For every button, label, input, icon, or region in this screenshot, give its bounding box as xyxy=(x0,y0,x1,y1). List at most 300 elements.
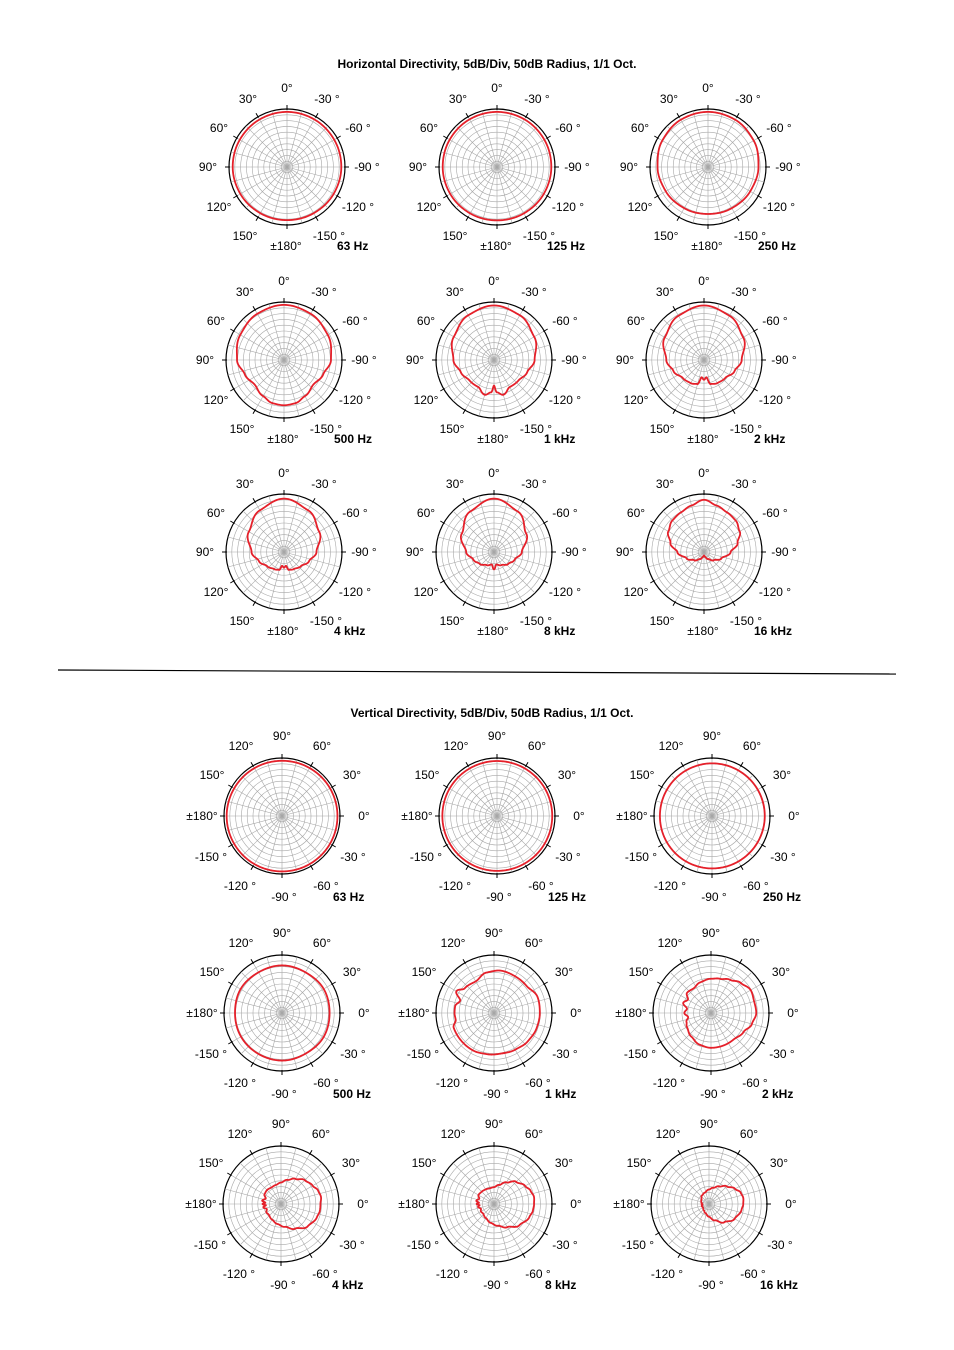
grid-spoke xyxy=(465,310,494,360)
grid-spoke xyxy=(281,1204,337,1219)
grid-spoke xyxy=(497,816,526,866)
angle-label-ll2: -150 ° xyxy=(621,1238,655,1252)
horizontal-500-hz-frequency-label: 500 Hz xyxy=(334,432,373,446)
angle-label-right: 0° xyxy=(358,809,370,823)
angle-label-left: ±180° xyxy=(401,809,433,823)
angle-label-left: 90° xyxy=(405,353,425,367)
angle-label-ll: 150° xyxy=(649,422,675,436)
angle-label-lr2: -120 ° xyxy=(551,200,585,214)
grid-spoke xyxy=(465,1013,494,1063)
angle-label-ul: 30° xyxy=(655,285,675,299)
grid-spoke xyxy=(497,766,526,816)
angle-label-ul2: 60° xyxy=(626,506,646,520)
angle-label-ul: 30° xyxy=(448,92,468,106)
grid-spoke xyxy=(497,816,553,831)
grid-spoke xyxy=(494,1204,550,1219)
grid-spoke xyxy=(255,502,284,552)
vertical-16-khz-frequency-label: 16 kHz xyxy=(760,1278,799,1292)
grid-spoke xyxy=(447,787,497,816)
grid-spoke xyxy=(482,111,497,167)
horizontal-500-hz-polar-plot xyxy=(196,274,377,446)
grid-spoke xyxy=(282,984,332,1013)
angle-label-right: -90 ° xyxy=(771,353,797,367)
horizontal-125-hz-frequency-label: 125 Hz xyxy=(547,239,586,253)
horizontal-1-khz-frequency-label: 1 kHz xyxy=(544,432,576,446)
grid-spoke xyxy=(284,537,340,552)
angle-label-bottom: -90 ° xyxy=(483,1278,509,1292)
angle-label-right: 0° xyxy=(785,1197,797,1211)
angle-label-ur2: -60 ° xyxy=(766,121,792,135)
grid-spoke xyxy=(708,138,758,167)
grid-spoke xyxy=(494,957,509,1013)
grid-spoke xyxy=(465,1204,494,1254)
grid-spoke xyxy=(689,360,704,416)
grid-spoke xyxy=(287,138,337,167)
angle-label-bottom: -90 ° xyxy=(486,890,512,904)
grid-spoke xyxy=(497,760,512,816)
grid-spoke xyxy=(232,787,282,816)
grid-spoke xyxy=(694,1204,709,1260)
grid-spoke xyxy=(494,502,523,552)
angle-label-ul2: 60° xyxy=(209,121,229,135)
grid-spoke xyxy=(696,1013,711,1069)
grid-spoke xyxy=(494,1175,544,1204)
grid-spoke xyxy=(652,152,708,167)
grid-spoke xyxy=(258,167,287,217)
grid-spoke xyxy=(704,345,760,360)
grid-spoke xyxy=(438,1013,494,1028)
angle-label-ul: 120° xyxy=(228,739,254,753)
grid-spoke xyxy=(704,360,733,410)
grid-spoke xyxy=(648,360,704,375)
angle-label-left: ±180° xyxy=(185,1197,217,1211)
grid-spoke xyxy=(232,816,282,845)
angle-label-left: ±180° xyxy=(616,809,648,823)
grid-spoke xyxy=(468,766,497,816)
grid-spoke xyxy=(231,1204,281,1233)
grid-spoke xyxy=(656,816,712,831)
grid-spoke xyxy=(267,760,282,816)
vertical-2-khz-polar-plot xyxy=(615,926,799,1101)
angle-label-lr2: -30 ° xyxy=(555,850,581,864)
angle-label-ur2: 30° xyxy=(554,1156,574,1170)
angle-label-ur: 60° xyxy=(311,1127,331,1141)
grid-spoke xyxy=(711,963,740,1013)
angle-label-lr2: -120 ° xyxy=(758,585,792,599)
grid-spoke xyxy=(255,310,284,360)
grid-spoke xyxy=(441,152,497,167)
grid-spoke xyxy=(231,152,287,167)
angle-label-ll: -120 ° xyxy=(223,879,257,893)
grid-spoke xyxy=(497,111,512,167)
grid-spoke xyxy=(237,138,287,167)
grid-spoke xyxy=(284,552,334,581)
grid-spoke xyxy=(494,345,550,360)
vertical-16-khz-polar-plot xyxy=(613,1117,798,1292)
angle-label-bottom: -90 ° xyxy=(271,1087,297,1101)
grid-spoke xyxy=(281,1204,296,1260)
grid-spoke xyxy=(656,801,712,816)
angle-label-ul: 120° xyxy=(440,1127,466,1141)
angle-label-right: -90 ° xyxy=(354,160,380,174)
angle-label-ur: 60° xyxy=(524,1127,544,1141)
grid-spoke xyxy=(709,1204,738,1254)
grid-spoke xyxy=(675,310,704,360)
angle-label-right: 0° xyxy=(787,1006,799,1020)
angle-label-ur2: 30° xyxy=(769,1156,789,1170)
grid-spoke xyxy=(468,117,497,167)
horizontal-250-hz-frequency-label: 250 Hz xyxy=(758,239,797,253)
angle-label-ll: 150° xyxy=(439,422,465,436)
angle-label-ul: 120° xyxy=(443,739,469,753)
vertical-8-khz-polar-plot xyxy=(398,1117,582,1292)
grid-spoke xyxy=(704,310,733,360)
grid-spoke xyxy=(284,360,334,389)
grid-spoke xyxy=(497,816,512,872)
angle-label-ul2: 60° xyxy=(419,121,439,135)
horizontal-63-hz-frequency-label: 63 Hz xyxy=(337,239,369,253)
grid-spoke xyxy=(465,502,494,552)
grid-spoke xyxy=(228,552,284,567)
grid-spoke xyxy=(287,117,316,167)
angle-label-ul2: 150° xyxy=(198,1156,224,1170)
grid-spoke xyxy=(704,502,733,552)
angle-label-ll2: -150 ° xyxy=(623,1047,657,1061)
grid-spoke xyxy=(282,787,332,816)
angle-label-ll: 150° xyxy=(653,229,679,243)
angle-label-ur: -30 ° xyxy=(311,477,337,491)
angle-label-ur: -30 ° xyxy=(524,92,550,106)
horizontal-4-khz-frequency-label: 4 kHz xyxy=(334,624,366,638)
vertical-63-hz-frequency-label: 63 Hz xyxy=(333,890,365,904)
angle-label-ll2: 120° xyxy=(627,200,653,214)
grid-spoke xyxy=(253,766,282,816)
vertical-500-hz-polar-plot xyxy=(186,926,371,1101)
angle-label-bottom: -90 ° xyxy=(483,1087,509,1101)
angle-label-lr: -60 ° xyxy=(742,1076,768,1090)
grid-spoke xyxy=(709,1175,759,1204)
angle-label-ur: -30 ° xyxy=(735,92,761,106)
angle-label-ll2: 120° xyxy=(413,393,439,407)
vertical-8-khz-frequency-label: 8 kHz xyxy=(545,1278,577,1292)
angle-label-lr: -60 ° xyxy=(525,1267,551,1281)
angle-label-ul: 30° xyxy=(238,92,258,106)
angle-label-bottom: ±180° xyxy=(270,239,302,253)
angle-label-top: 0° xyxy=(491,81,503,95)
angle-label-ur: 60° xyxy=(312,739,332,753)
grid-spoke xyxy=(654,523,704,552)
grid-spoke xyxy=(709,1189,765,1204)
angle-label-ul2: 150° xyxy=(629,768,655,782)
grid-spoke xyxy=(497,167,553,182)
vertical-1-khz-polar-plot xyxy=(398,926,582,1101)
angle-label-ul2: 60° xyxy=(630,121,650,135)
grid-spoke xyxy=(494,1148,509,1204)
horizontal-16-khz-polar-plot xyxy=(616,466,797,638)
angle-label-top: 0° xyxy=(278,274,290,288)
angle-label-right: 0° xyxy=(358,1006,370,1020)
grid-spoke xyxy=(696,957,711,1013)
grid-spoke xyxy=(712,766,741,816)
angle-label-left: 90° xyxy=(408,160,428,174)
angle-label-ll: 150° xyxy=(229,614,255,628)
grid-spoke xyxy=(497,816,547,845)
angle-label-top: 90° xyxy=(271,1117,291,1131)
grid-spoke xyxy=(494,523,544,552)
grid-spoke xyxy=(269,552,284,608)
grid-spoke xyxy=(494,1154,523,1204)
angle-label-right: -90 ° xyxy=(561,353,587,367)
grid-spoke xyxy=(704,304,719,360)
angle-label-ll: -120 ° xyxy=(650,1267,684,1281)
grid-spoke xyxy=(479,552,494,608)
grid-spoke xyxy=(287,167,343,182)
angle-label-lr2: -120 ° xyxy=(338,585,372,599)
grid-spoke xyxy=(253,1013,282,1063)
angle-label-ll2: -150 ° xyxy=(194,850,228,864)
grid-spoke xyxy=(479,360,494,416)
angle-label-bottom: ±180° xyxy=(267,624,299,638)
angle-label-lr2: -30 ° xyxy=(340,1047,366,1061)
grid-spoke xyxy=(655,998,711,1013)
grid-spoke xyxy=(704,552,760,567)
grid-spoke xyxy=(494,984,544,1013)
grid-spoke xyxy=(441,167,497,182)
angle-label-ul2: 60° xyxy=(416,314,436,328)
angle-label-ll2: 120° xyxy=(416,200,442,214)
grid-spoke xyxy=(232,1013,282,1042)
grid-spoke xyxy=(494,1204,523,1254)
grid-spoke xyxy=(479,957,494,1013)
angle-label-ur2: -60 ° xyxy=(342,314,368,328)
angle-label-ur2: 30° xyxy=(772,768,792,782)
angle-label-lr: -60 ° xyxy=(313,1076,339,1090)
horizontal-250-hz-polar-plot xyxy=(620,81,801,253)
angle-label-ur2: 30° xyxy=(342,965,362,979)
grid-spoke xyxy=(438,1189,494,1204)
grid-spoke xyxy=(234,552,284,581)
horizontal-8-khz-polar-plot xyxy=(406,466,587,638)
grid-spoke xyxy=(494,310,523,360)
vertical-250-hz-frequency-label: 250 Hz xyxy=(763,890,802,904)
grid-spoke xyxy=(711,957,726,1013)
grid-spoke xyxy=(708,152,764,167)
angle-label-right: -90 ° xyxy=(561,545,587,559)
horizontal-2-khz-frequency-label: 2 kHz xyxy=(754,432,786,446)
angle-label-ul: 120° xyxy=(227,1127,253,1141)
grid-spoke xyxy=(438,998,494,1013)
grid-spoke xyxy=(447,138,497,167)
angle-label-lr: -150 ° xyxy=(312,229,346,243)
angle-label-ur: 60° xyxy=(527,739,547,753)
angle-label-top: 0° xyxy=(488,466,500,480)
grid-spoke xyxy=(234,360,284,389)
angle-label-lr2: -120 ° xyxy=(338,393,372,407)
grid-spoke xyxy=(693,111,708,167)
angle-label-ul: 120° xyxy=(228,936,254,950)
angle-label-right: 0° xyxy=(788,809,800,823)
grid-spoke xyxy=(712,816,768,831)
grid-spoke xyxy=(234,331,284,360)
grid-spoke xyxy=(284,552,340,567)
grid-spoke xyxy=(284,310,313,360)
angle-label-ll: -120 ° xyxy=(435,1076,469,1090)
grid-spoke xyxy=(689,496,704,552)
angle-label-left: 90° xyxy=(615,353,635,367)
horizontal-1-khz-polar-plot xyxy=(406,274,587,446)
angle-label-lr2: -120 ° xyxy=(762,200,796,214)
grid-spoke xyxy=(709,1148,724,1204)
angle-label-ul: 120° xyxy=(440,936,466,950)
section-divider xyxy=(58,670,896,674)
grid-spoke xyxy=(482,167,497,223)
grid-spoke xyxy=(497,167,512,223)
angle-label-ur2: -60 ° xyxy=(345,121,371,135)
grid-spoke xyxy=(712,816,762,845)
angle-label-ul2: 150° xyxy=(628,965,654,979)
grid-spoke xyxy=(284,360,340,375)
vertical-250-hz-polar-plot xyxy=(616,729,801,904)
grid-spoke xyxy=(284,496,299,552)
grid-spoke xyxy=(704,523,754,552)
grid-spoke xyxy=(282,766,311,816)
grid-spoke xyxy=(225,1189,281,1204)
angle-label-ur2: 30° xyxy=(771,965,791,979)
angle-label-lr2: -120 ° xyxy=(548,585,582,599)
angle-label-ul2: 150° xyxy=(411,965,437,979)
grid-spoke xyxy=(282,801,338,816)
angle-label-ur2: -60 ° xyxy=(762,314,788,328)
angle-label-ll2: -150 ° xyxy=(406,1238,440,1252)
angle-label-ur2: 30° xyxy=(342,768,362,782)
grid-spoke xyxy=(494,360,523,410)
angle-label-bottom: ±180° xyxy=(477,432,509,446)
angle-label-ll2: -150 ° xyxy=(409,850,443,864)
angle-label-lr: -60 ° xyxy=(313,879,339,893)
grid-spoke xyxy=(655,1013,711,1028)
grid-spoke xyxy=(494,1013,523,1063)
grid-spoke xyxy=(683,816,712,866)
angle-label-ul2: 150° xyxy=(199,768,225,782)
angle-label-top: 90° xyxy=(484,926,504,940)
grid-spoke xyxy=(287,167,337,196)
grid-spoke xyxy=(266,1148,281,1204)
grid-spoke xyxy=(468,167,497,217)
vertical-125-hz-frequency-label: 125 Hz xyxy=(548,890,587,904)
angle-label-ur2: -60 ° xyxy=(342,506,368,520)
angle-label-left: 90° xyxy=(405,545,425,559)
angle-label-ul: 30° xyxy=(655,477,675,491)
vertical-4-khz-polar-plot xyxy=(185,1117,369,1292)
grid-spoke xyxy=(272,167,287,223)
angle-label-ur: 60° xyxy=(742,739,762,753)
angle-label-top: 90° xyxy=(272,926,292,940)
grid-spoke xyxy=(231,167,287,182)
angle-label-top: 0° xyxy=(698,274,710,288)
grid-spoke xyxy=(287,167,316,217)
grid-spoke xyxy=(494,1013,509,1069)
angle-label-top: 0° xyxy=(278,466,290,480)
grid-spoke xyxy=(465,963,494,1013)
angle-label-ll: 150° xyxy=(649,614,675,628)
grid-spoke xyxy=(654,552,704,581)
grid-spoke xyxy=(438,360,494,375)
angle-label-lr: -150 ° xyxy=(519,614,553,628)
angle-label-top: 0° xyxy=(698,466,710,480)
grid-spoke xyxy=(711,998,767,1013)
angle-label-ur: -30 ° xyxy=(521,285,547,299)
grid-spoke xyxy=(704,360,760,375)
angle-label-left: 90° xyxy=(615,545,635,559)
angle-label-lr2: -30 ° xyxy=(339,1238,365,1252)
angle-label-top: 90° xyxy=(702,729,722,743)
grid-spoke xyxy=(712,760,727,816)
grid-spoke xyxy=(659,1204,709,1233)
grid-spoke xyxy=(497,152,553,167)
horizontal-8-khz-frequency-label: 8 kHz xyxy=(544,624,576,638)
angle-label-ll2: -150 ° xyxy=(194,1047,228,1061)
grid-spoke xyxy=(282,816,311,866)
grid-spoke xyxy=(281,1189,337,1204)
angle-label-ul2: 60° xyxy=(626,314,646,328)
angle-label-right: -90 ° xyxy=(771,545,797,559)
angle-label-lr: -60 ° xyxy=(528,879,554,893)
grid-spoke xyxy=(662,787,712,816)
grid-spoke xyxy=(282,963,311,1013)
grid-spoke xyxy=(494,1204,544,1233)
grid-spoke xyxy=(232,984,282,1013)
vertical-section-title: Vertical Directivity, 5dB/Div, 50dB Radius, 1/1 Oct. xyxy=(350,706,634,720)
grid-spoke xyxy=(282,760,297,816)
angle-label-ur2: 30° xyxy=(341,1156,361,1170)
angle-label-left: ±180° xyxy=(613,1197,645,1211)
angle-label-ul2: 150° xyxy=(414,768,440,782)
grid-spoke xyxy=(662,816,712,845)
angle-label-ul2: 60° xyxy=(416,506,436,520)
horizontal-63-hz-polar-plot xyxy=(199,81,380,253)
angle-label-ur: 60° xyxy=(739,1127,759,1141)
horizontal-125-hz-polar-plot xyxy=(409,81,590,253)
grid-spoke xyxy=(282,816,332,845)
angle-label-right: -90 ° xyxy=(775,160,801,174)
angle-label-left: 90° xyxy=(195,353,215,367)
grid-spoke xyxy=(709,1204,724,1260)
grid-spoke xyxy=(284,523,334,552)
grid-spoke xyxy=(258,117,287,167)
grid-spoke xyxy=(441,801,497,816)
angle-label-ll: -120 ° xyxy=(223,1076,257,1090)
angle-label-left: 90° xyxy=(198,160,218,174)
grid-spoke xyxy=(697,760,712,816)
grid-spoke xyxy=(441,816,497,831)
grid-spoke xyxy=(689,304,704,360)
grid-spoke xyxy=(237,167,287,196)
angle-label-left: ±180° xyxy=(615,1006,647,1020)
angle-label-bottom: -90 ° xyxy=(701,890,727,904)
angle-label-ll: 150° xyxy=(439,614,465,628)
grid-spoke xyxy=(675,502,704,552)
grid-spoke xyxy=(482,760,497,816)
grid-spoke xyxy=(658,138,708,167)
angle-label-ur2: -60 ° xyxy=(555,121,581,135)
angle-label-lr: -150 ° xyxy=(309,614,343,628)
angle-label-top: 90° xyxy=(272,729,292,743)
angle-label-top: 90° xyxy=(484,1117,504,1131)
grid-spoke xyxy=(468,816,497,866)
grid-spoke xyxy=(497,167,526,217)
angle-label-bottom: ±180° xyxy=(687,432,719,446)
grid-spoke xyxy=(497,138,547,167)
